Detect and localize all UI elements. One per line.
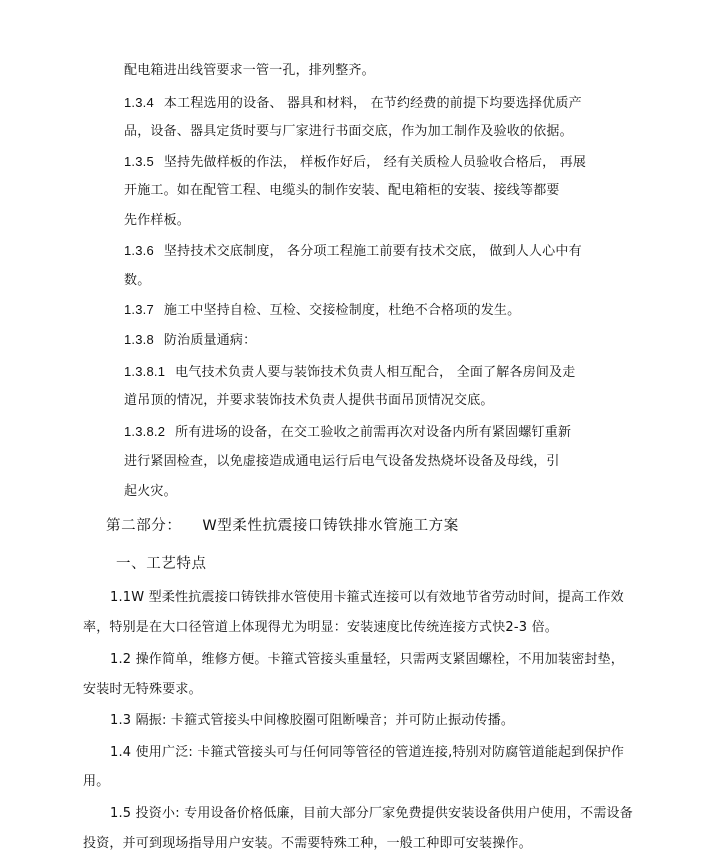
text-line: 投资，并可到现场指导用户安装。不需要特殊工种，一般工种即可安装操作。 <box>83 836 532 851</box>
text-line: 1.2 操作简单，维修方便。卡箍式管接头重量轻，只需两支紧固螺栓，不用加装密封垫， <box>110 652 625 667</box>
item-text: 本工程选用的设备、 器具和材料， 在节约经费的前提下均要选择优质产 <box>163 96 582 111</box>
item-number: 1.3.6 <box>124 243 154 258</box>
item-number: 1.3.7 <box>124 302 154 317</box>
item-number: 1.3.4 <box>124 95 154 110</box>
text-line: 先作样板。 <box>124 213 191 228</box>
text-line: 配电箱进出线管要求一管一孔，排列整齐。 <box>124 63 375 78</box>
subheading: 一、工艺特点 <box>116 556 207 572</box>
item-1-3-8-2 <box>124 424 571 441</box>
text-line: 起火灾。 <box>124 484 177 499</box>
item-1-3-8-1 <box>124 364 576 381</box>
text-line: 数。 <box>124 273 151 288</box>
part-title <box>106 518 459 534</box>
item-text: 所有进场的设备，在交工验收之前需再次对设备内所有紧固螺钉重新 <box>175 425 572 440</box>
item-number: 1.3.5 <box>124 154 154 169</box>
item-number: 1.3.8 <box>124 332 154 347</box>
item-text: 防治质量通病： <box>163 333 257 348</box>
item-text: 施工中坚持自检、互检、交接检制度，杜绝不合格项的发生。 <box>163 303 521 318</box>
item-1-3-4 <box>124 95 582 112</box>
part-label: 第二部分： <box>106 518 182 534</box>
item-1-3-6 <box>124 243 582 260</box>
text-line: 1.3 隔振: 卡箍式管接头中间橡胶圈可阻断噪音；并可防止振动传播。 <box>110 713 515 728</box>
item-1-3-5 <box>124 154 586 171</box>
text-line: 进行紧固检查，以免虚接造成通电运行后电气设备发热烧坏设备及母线，引 <box>124 454 560 469</box>
text-line: 率，特别是在大口径管道上体现得尤为明显：安装速度比传统连接方式快2-3 倍。 <box>83 620 558 635</box>
text-line: 用。 <box>83 774 110 789</box>
item-text: 电气技术负责人要与装饰技术负责人相互配合， 全面了解各房间及走 <box>175 365 576 380</box>
item-1-3-8 <box>124 332 256 349</box>
text-line: 1.1W 型柔性抗震接口铸铁排水管使用卡箍式连接可以有效地节省劳动时间，提高工作效 <box>110 590 624 605</box>
text-line: 品，设备、器具定货时要与厂家进行书面交底，作为加工制作及验收的依据。 <box>124 124 573 139</box>
item-number: 1.3.8.2 <box>124 424 166 439</box>
text-line: 安装时无特殊要求。 <box>83 682 202 697</box>
item-text: 坚持技术交底制度， 各分项工程施工前要有技术交底， 做到人人心中有 <box>163 244 582 259</box>
item-number: 1.3.8.1 <box>124 364 166 379</box>
item-text: 坚持先做样板的作法， 样板作好后， 经有关质检人员验收合格后， 再展 <box>163 155 587 170</box>
text-line: 1.4 使用广泛: 卡箍式管接头可与任何同等管径的管道连接,特别对防腐管道能起到保护作 <box>110 745 625 760</box>
text-line: 道吊顶的情况，并要求装饰技术负责人提供书面吊顶情况交底。 <box>124 393 494 408</box>
part-title-text: W型柔性抗震接口铸铁排水管施工方案 <box>202 518 459 534</box>
text-line: 1.5 投资小: 专用设备价格低廉，目前大部分厂家免费提供安装设备供用户使用，不需设备 <box>110 806 633 821</box>
item-1-3-7 <box>124 302 520 319</box>
text-line: 开施工。如在配管工程、电缆头的制作安装、配电箱柜的安装、接线等都要 <box>124 183 560 198</box>
